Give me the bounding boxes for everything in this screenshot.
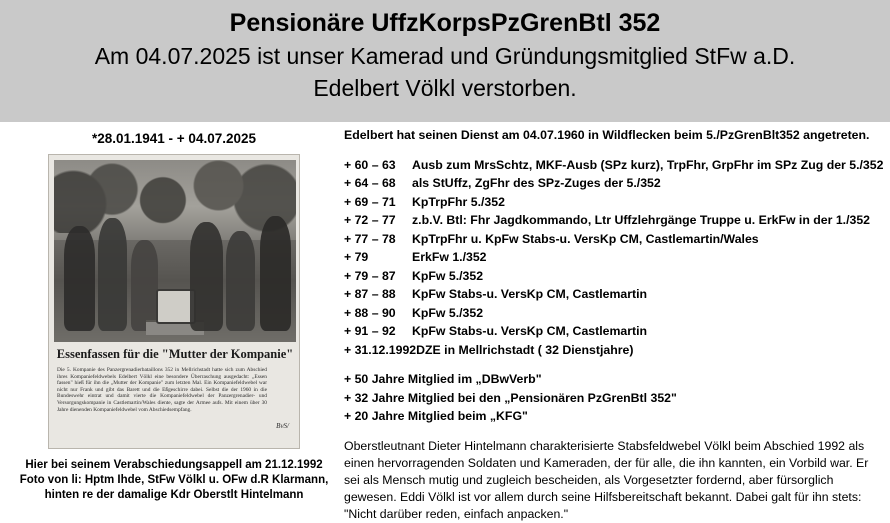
list-item — [344, 305, 878, 322]
career-years: + 60 – 63 — [344, 157, 396, 172]
career-desc: KpFw 5./352 — [412, 305, 484, 320]
career-desc: KpTrpFhr 5./352 — [412, 194, 505, 209]
list-item — [344, 268, 878, 285]
list-item — [344, 323, 878, 340]
career-list — [344, 157, 884, 359]
list-item — [344, 157, 884, 174]
list-item — [344, 286, 878, 303]
header-text-block — [0, 6, 890, 104]
list-item — [344, 194, 878, 211]
career-years: + 31.12.1992 — [344, 342, 417, 357]
career-desc: KpFw Stabs-u. VersKp CM, Castlemartin — [412, 287, 648, 301]
list-item — [344, 212, 878, 229]
newspaper-clipping — [48, 154, 300, 449]
life-dates: *28.01.1941 - + 04.07.2025 — [91, 131, 257, 146]
photo-caption — [14, 458, 334, 503]
header-banner — [0, 0, 890, 122]
career-desc: z.b.V. Btl: Fhr Jagdkommando, Ltr Uffzlehrgänge Truppe u. ErkFw in der 1./352 — [412, 213, 871, 227]
career-desc: ErkFw 1./352 — [412, 250, 487, 264]
clipping-photo — [54, 160, 296, 342]
list-item — [344, 342, 878, 359]
photo-caption-line-2: Foto von li: Hptm Ihde, StFw Völkl u. OFw d.R Klarmann, — [19, 474, 329, 486]
photo-caption-line-1: Hier bei seinem Verabschiedungsappell am 21.12.1992 — [25, 459, 323, 471]
career-desc: DZE in Mellrichstadt ( 32 Dienstjahre) — [416, 342, 634, 357]
career-years: + 91 – 92 — [344, 324, 396, 338]
service-intro: Edelbert hat seinen Dienst am 04.07.1960 in Wildflecken beim 5./PzGrenBlt352 angetreten. — [344, 128, 870, 142]
list-item: + 20 Jahre Mitglied beim „KFG" — [344, 409, 528, 423]
list-item — [344, 231, 878, 248]
career-years: + 69 – 71 — [344, 194, 396, 209]
career-desc: KpTrpFhr u. KpFw Stabs-u. VersKp CM, Castlemartin/Wales — [412, 231, 759, 246]
list-item — [344, 175, 878, 192]
career-desc: KpFw 5./352 — [412, 268, 484, 283]
career-years: + 64 – 68 — [344, 176, 396, 190]
career-desc: als StUffz, ZgFhr des SPz-Zuges der 5./352 — [412, 176, 661, 190]
career-desc: KpFw Stabs-u. VersKp CM, Castlemartin — [412, 324, 648, 338]
career-years: + 79 — [344, 250, 369, 264]
list-item: + 50 Jahre Mitglied im „DBwVerb" — [344, 372, 542, 386]
header-subtitle-line-1: Am 04.07.2025 ist unser Kamerad und Gründungsmitglied StFw a.D. — [94, 43, 796, 69]
photo-caption-line-3: hinten re der damalige Kdr Oberstlt Hintelmann — [44, 489, 304, 501]
right-column — [344, 127, 884, 523]
list-item: + 32 Jahre Mitglied bei den „Pensionären PzGrenBtl 352" — [344, 390, 677, 405]
page-title: Pensionäre UffzKorpsPzGrenBtl 352 — [229, 9, 661, 37]
clipping-body-text: Die 5. Kompanie des Panzergrenadierbataillons 352 in Mellrichstadt hatte sich zum Abschied ihres Kompaniefeldwebels Edelbert Völkl eine besondere Überraschung ausgedacht: „Essen fassen" hieß für ihn die „Mutter der Kompanie" zum letzten Mal. Ein Kompaniefeldwebel war nicht nur Frank und gibt das Barett und die Eßgeschirre dabei. Selbst die der 1960 in die Bundeswehr eintrat und damit vierte die Kompaniefeldwebel der Panzergrenadier- und Versorgungskompanie in Castlemartin/Wales diente, sagte der Armee aufs. Mit einem über 30 Jahre dienenden Kompaniefeldwebel vom Abschiedsempfang. — [57, 367, 267, 413]
list-item — [344, 249, 878, 266]
career-years: + 87 – 88 — [344, 287, 396, 301]
career-years: + 72 – 77 — [344, 213, 396, 227]
career-years: + 77 – 78 — [344, 231, 396, 246]
career-years: + 79 – 87 — [344, 268, 396, 283]
career-desc: Ausb zum MrsSchtz, MKF-Ausb (SPz kurz), TrpFhr, GrpFhr im SPz Zug der 5./352 — [412, 157, 884, 172]
clipping-headline: Essenfassen für die "Mutter der Kompanie" — [56, 347, 294, 361]
closing-paragraph: Oberstleutnant Dieter Hintelmann charakterisierte Stabsfeldwebel Völkl beim Abschied 1992 als einen hervorragenden Soldaten und Kameraden, der für alle, die ihn kannten, ein Vorbild war. Er sei als Mensch mutig und zugleich bescheiden, als Vorgesetzter fordernd, aber fürsorglich gewesen. Eddi Völkl ist vor allem durch seine Hilfsbereitschaft bekannt. Dabei galt für ihn stets: "Nicht darüber reden, einfach anpacken." — [344, 438, 869, 521]
clipping-signature: BvS/ — [276, 422, 289, 430]
header-subtitle-line-2: Edelbert Völkl verstorben. — [313, 75, 577, 101]
career-years: + 88 – 90 — [344, 305, 396, 320]
left-column — [14, 131, 334, 503]
membership-list — [344, 371, 878, 425]
